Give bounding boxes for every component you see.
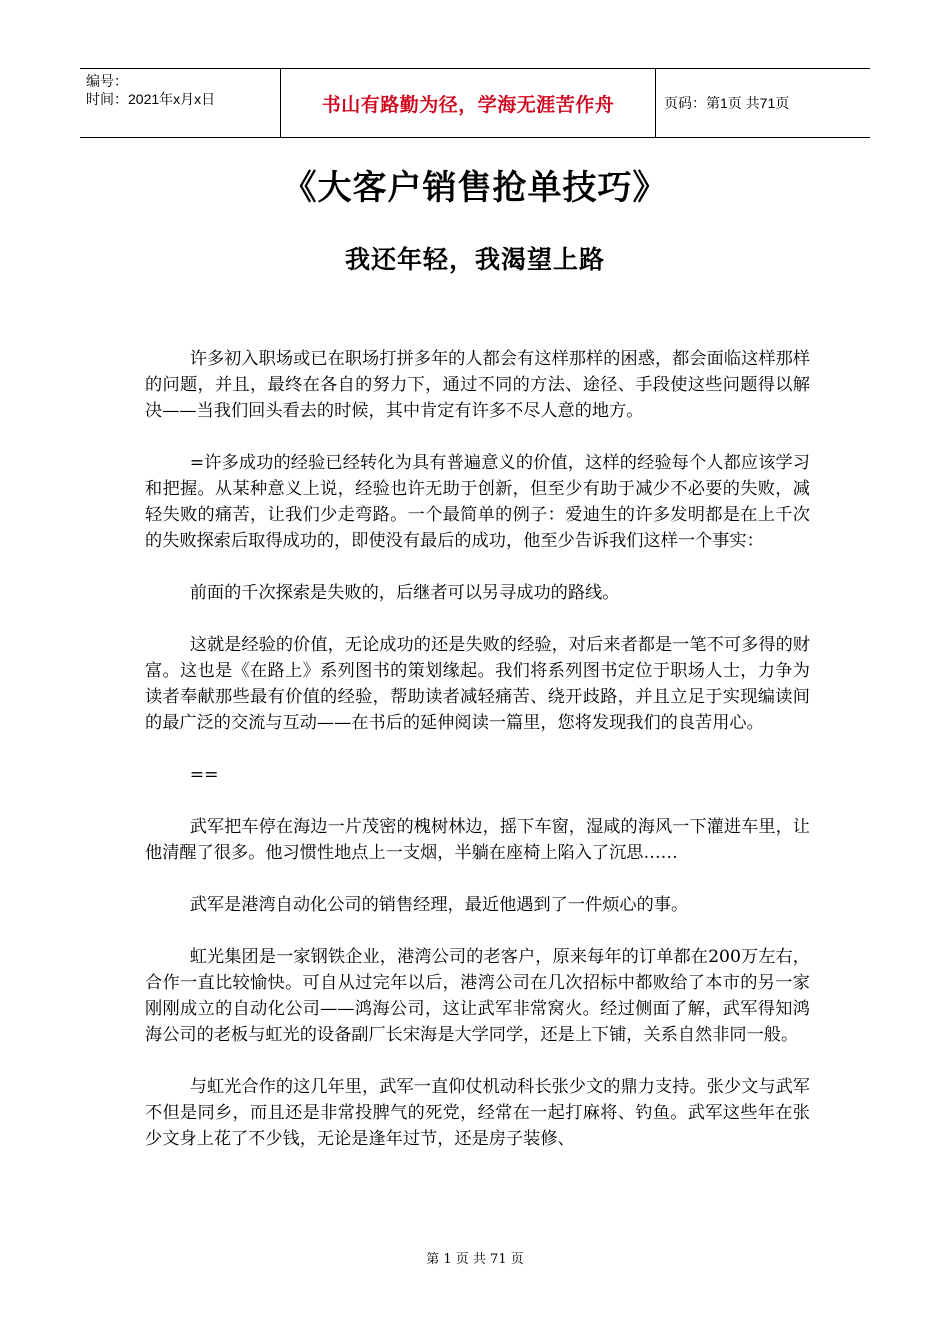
header-page-info: 页码：第1页 共71页: [664, 95, 790, 111]
paragraph: 前面的千次探索是失败的，后继者可以另寻成功的路线。: [189, 583, 620, 603]
paragraph: 武军把车停在海边一片茂密的槐树林边，摇下车窗，湿咸的海风一下灌进车里，让他清醒了很多。他习惯性地点上一支烟，半躺在座椅上陷入了沉思……: [145, 817, 810, 863]
header-meta-cell: [80, 69, 281, 137]
paragraph: =许多成功的经验已经转化为具有普遍意义的价值，这样的经验每个人都应该学习和把握。从某种意义上说，经验也许无助于创新，但至少有助于减少不必要的失败，减轻失败的痛苦，让我们少走弯路。一个最简单的例子：爱迪生的许多发明都是在上千次的失败探索后取得成功的，即使没有最后的成功，他至少告诉我们这样一个事实：: [145, 453, 810, 551]
document-body: [145, 346, 810, 1178]
document-title: 《大客户销售抢单技巧》: [282, 168, 668, 208]
document-subtitle: 我还年轻，我渴望上路: [344, 245, 605, 274]
paragraph: 许多初入职场或已在职场打拼多年的人都会有这样那样的困惑，都会面临这样那样的问题，并且，最终在各自的努力下，通过不同的方法、途径、手段使这些问题得以解决——当我们回头看去的时候，其中肯定有许多不尽人意的地方。: [145, 349, 810, 421]
paragraph: 虹光集团是一家钢铁企业，港湾公司的老客户，原来每年的订单都在200万左右，合作一直比较愉快。可自从过完年以后，港湾公司在几次招标中都败给了本市的另一家刚刚成立的自动化公司——鸿海公司，这让武军非常窝火。经过侧面了解，武军得知鸿海公司的老板与虹光的设备副厂长宋海是大学同学，还是上下铺，关系自然非同一般。: [145, 947, 810, 1045]
paragraph: 与虹光合作的这几年里，武军一直仰仗机动科长张少文的鼎力支持。张少文与武军不但是同乡，而且还是非常投脾气的死党，经常在一起打麻将、钓鱼。武军这些年在张少文身上花了不少钱，无论是逢年过节，还是房子装修、: [145, 1077, 810, 1149]
paragraph: 武军是港湾自动化公司的销售经理，最近他遇到了一件烦心的事。: [189, 895, 689, 915]
number-label: 编号：: [86, 73, 128, 89]
date-label: 时间：2021年x月x日: [86, 91, 216, 107]
header-table: [80, 68, 870, 138]
paragraph: ==: [189, 765, 219, 785]
header-motto: 书山有路勤为径，学海无涯苦作舟: [281, 69, 656, 137]
paragraph: 这就是经验的价值，无论成功的还是失败的经验，对后来者都是一笔不可多得的财富。这也是《在路上》系列图书的策划缘起。我们将系列图书定位于职场人士，力争为读者奉献那些最有价值的经验，帮助读者减轻痛苦、绕开歧路，并且立足于实现编读间的最广泛的交流与互动——在书后的延伸阅读一篇里，您将发现我们的良苦用心。: [145, 635, 810, 733]
page-footer: 第 1 页 共 71 页: [426, 1252, 524, 1267]
